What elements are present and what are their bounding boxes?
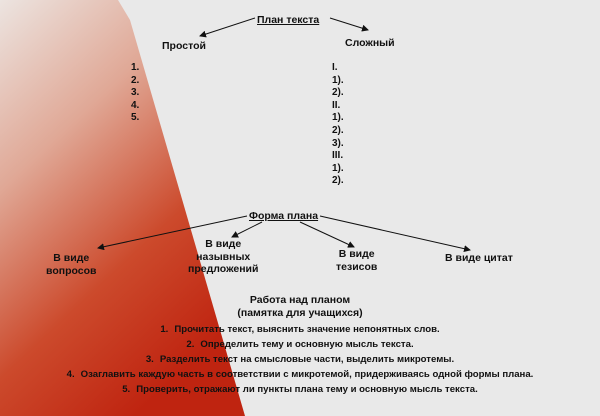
list-item: 1. bbox=[131, 62, 140, 73]
list-item: II. bbox=[332, 99, 341, 111]
arrow-to-nominal bbox=[232, 222, 262, 237]
complex-plan-label: Сложный bbox=[345, 37, 395, 49]
arrow-to-simple bbox=[200, 18, 255, 36]
list-item: 1). bbox=[332, 162, 344, 174]
complex-plan-list bbox=[332, 62, 344, 188]
memo-steps bbox=[0, 322, 600, 397]
list-item: I. bbox=[332, 62, 338, 73]
memo-subtitle: (памятка для учащихся) bbox=[237, 307, 363, 319]
simple-plan-list bbox=[131, 62, 139, 125]
arrow-to-theses bbox=[300, 222, 354, 247]
list-item: 2). bbox=[332, 124, 344, 136]
form-theses: В виде тезисов bbox=[336, 248, 378, 273]
memo-step: 5. Проверить, отражают ли пункты плана тему и основную мысль текста. bbox=[122, 384, 478, 395]
form-questions: В виде вопросов bbox=[46, 252, 97, 277]
simple-plan-label: Простой bbox=[162, 40, 206, 52]
form-nominal-sentences: В виде назывных предложений bbox=[188, 238, 259, 275]
list-item: 2). bbox=[332, 175, 344, 187]
memo-step: 2. Определить тему и основную мысль текста. bbox=[186, 339, 414, 350]
memo-title: Работа над планом bbox=[249, 294, 351, 306]
list-item: 3). bbox=[332, 137, 344, 149]
list-item: III. bbox=[332, 150, 344, 162]
plan-form-title: Форма плана bbox=[249, 210, 319, 222]
list-item: 3. bbox=[131, 87, 140, 99]
memo-step: 3. Разделить текст на смысловые части, выделить микротемы. bbox=[145, 354, 455, 365]
list-item: 5. bbox=[131, 112, 140, 124]
plan-title: План текста bbox=[257, 14, 320, 26]
arrow-to-quotes bbox=[320, 216, 470, 250]
memo-step: 1. Прочитать текст, выяснить значение непонятных слов. bbox=[160, 324, 440, 335]
list-item: 1). bbox=[332, 112, 344, 124]
list-item: 2. bbox=[131, 74, 140, 86]
arrow-to-complex bbox=[330, 18, 368, 30]
list-item: 1). bbox=[332, 74, 344, 86]
form-quotes: В виде цитат bbox=[445, 252, 513, 264]
list-item: 2). bbox=[332, 87, 344, 99]
memo-step: 4. Озаглавить каждую часть в соответствии с микротемой, придерживаясь одной формы плана. bbox=[66, 369, 534, 380]
list-item: 4. bbox=[131, 99, 140, 111]
